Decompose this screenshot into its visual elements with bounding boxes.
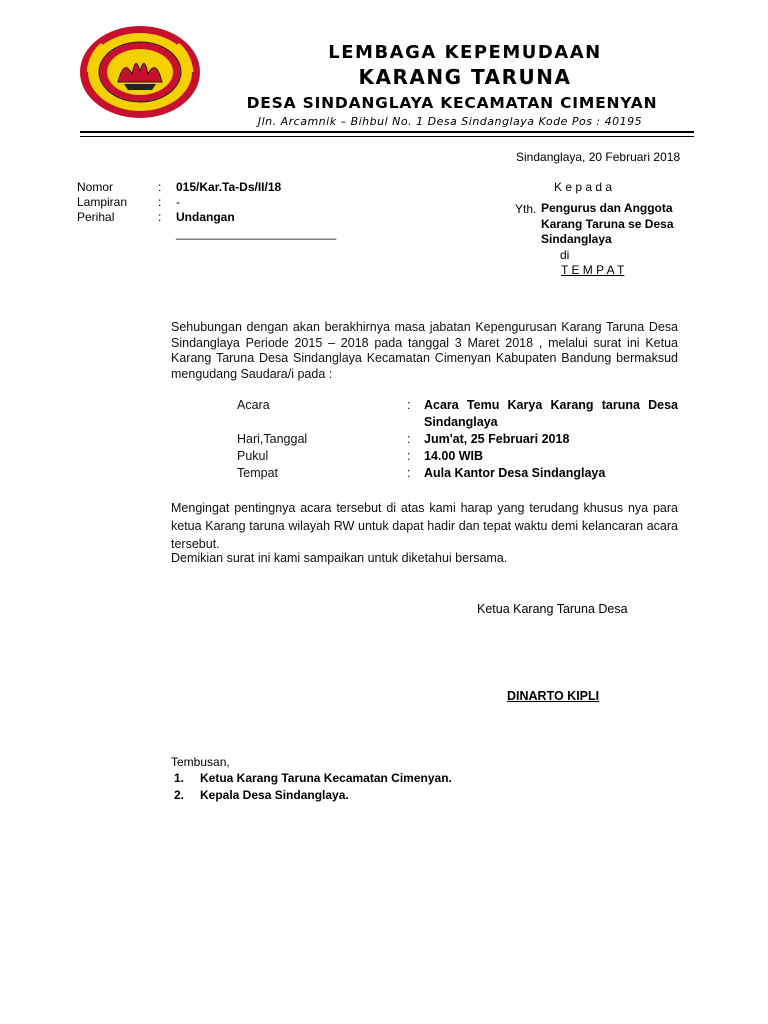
recipient-line3: Sindanglaya [541,232,612,246]
lampiran-label: Lampiran [77,195,128,209]
letter-date: Sindanglaya, 20 Februari 2018 [516,150,681,164]
detail-label-hari-tanggal: Hari,Tanggal [237,432,308,446]
detail-value-acara: Acara Temu Karya Karang taruna Desa Sindanglaya [424,398,678,429]
tembusan-label: Tembusan, [171,755,230,769]
perihal-underline: ________________________ [176,226,337,240]
perihal-value: Undangan [176,210,235,224]
lampiran-colon: : [158,195,162,209]
yth-label: Yth. [515,202,537,216]
list-item-text: Ketua Karang Taruna Kecamatan Cimenyan. [200,771,452,785]
intro-paragraph: Sehubungan dengan akan berakhirnya masa jabatan Kepengurusan Karang Taruna Desa Sindanglaya Periode 2015 – 2018 pada tanggal 3 Maret 2018 , melalui surat ini Ketua Karang Taruna Desa Sindanglaya Kecamatan Cimenyan Kabupaten Bandung bermaksud mengudang Saudara/i pada : [171,320,678,381]
recipient-line1: Pengurus dan Anggota [541,201,673,215]
nomor-colon: : [158,180,162,194]
detail-value-hari-tanggal: Jum'at, 25 Februari 2018 [424,432,570,446]
signature-title: Ketua Karang Taruna Desa [477,602,628,616]
list-item [174,787,452,804]
perihal-colon: : [158,210,162,224]
detail-value-pukul: 14.00 WIB [424,449,484,463]
detail-colon: : [407,466,411,480]
list-item-number: 2. [174,788,185,802]
list-item-text: Kepala Desa Sindanglaya. [200,788,349,802]
nomor-value: 015/Kar.Ta-Ds/II/18 [176,180,282,194]
detail-label-tempat: Tempat [237,466,278,480]
recipient-line2: Karang Taruna se Desa [541,217,674,231]
nomor-label: Nomor [77,180,114,194]
org-name-line1: LEMBAGA KEPEMUDAAN [328,42,602,63]
list-item-number: 1. [174,771,185,785]
detail-label-acara: Acara [237,398,270,412]
paragraph-3: Demikian surat ini kami sampaikan untuk diketahui bersama. [171,551,508,565]
kepada-label: K e p a d a [554,180,613,194]
logo-base [124,84,156,90]
detail-colon: : [407,398,411,412]
recipient-tempat: T E M P A T [561,263,625,277]
letterhead-rule-thin [80,136,694,137]
lampiran-value: - [176,195,180,209]
perihal-label: Perihal [77,210,115,224]
letterhead-rule-thick [80,131,694,133]
org-name-line3: DESA SINDANGLAYA KECAMATAN CIMENYAN [246,94,658,112]
recipient-di: di [560,248,570,262]
org-name-line2: KARANG TARUNA [358,65,572,89]
detail-colon: : [407,432,411,446]
list-item [174,770,452,787]
detail-label-pukul: Pukul [237,449,269,463]
signature-name: DINARTO KIPLI [507,689,600,703]
org-address: Jln. Arcamnik – Bihbul No. 1 Desa Sindanglaya Kode Pos : 40195 [257,115,643,128]
karang-taruna-logo [78,24,202,120]
paragraph-2: Mengingat pentingnya acara tersebut di atas kami harap yang terudang khusus nya para ketua Karang taruna wilayah RW untuk dapat hadir dan tepat waktu demi kelancaran acara tersebut. [171,501,678,551]
detail-colon: : [407,449,411,463]
tembusan-list [174,770,452,804]
detail-value-tempat: Aula Kantor Desa Sindanglaya [424,466,606,480]
